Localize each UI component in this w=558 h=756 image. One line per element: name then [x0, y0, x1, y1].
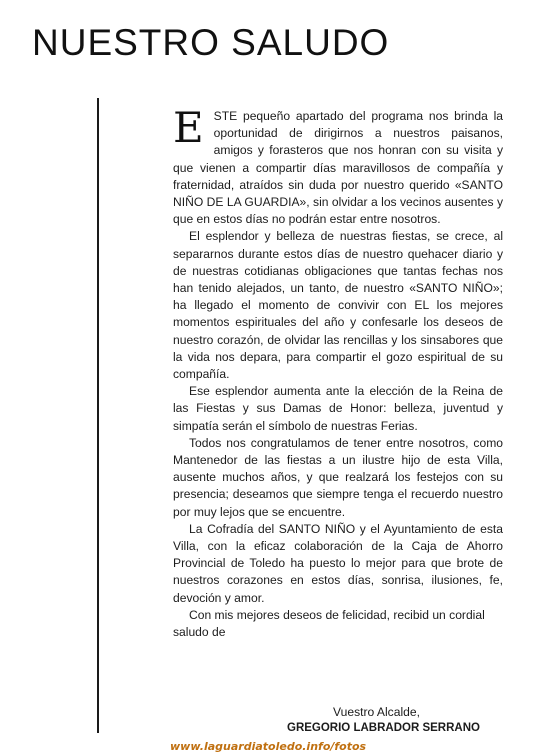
- closing-line: Con mis mejores deseos de felicidad, recibid un cordial saludo de: [173, 607, 485, 640]
- vertical-divider: [97, 98, 99, 733]
- paragraph-text: STE pequeño apartado del programa nos brinda la oportunidad de dirigirnos a nuestros paisanos, amigos y forasteros que nos honran con su visita y que vienen a compartir días maravillosos de compañía y fraternidad, atraídos sin duda por nuestro querido «SANTO NIÑO DE LA GUARDIA», sin olvidar a los vecinos ausentes y que en estos días no podrán estar entre nosotros.: [173, 109, 503, 227]
- article-body: [173, 103, 503, 641]
- article-paragraph-2: El esplendor y belleza de nuestras fiestas, se crece, al separarnos durante estos días de nuestro quehacer diario y de nuestras cotidianas obligaciones que tantas fechas nos han tenido alejados, un tanto, de nuestro «SANTO NIÑO»; ha llegado el momento de convivir con EL los mejores momentos espirituales del año y confesarle los deseos de nuestro corazón, de olvidar las rencillas y los sinsabores que la vida nos depara, para compartir el gozo espiritual de su compañía.: [173, 229, 503, 382]
- article-paragraph-3: Ese esplendor aumenta ante la elección de la Reina de las Fiestas y sus Damas de Honor: belleza, juventud y simpatía serán el símbolo de nuestras Ferias.: [173, 384, 503, 433]
- drop-cap: E: [173, 103, 204, 152]
- page-title: NUESTRO SALUDO: [32, 22, 390, 63]
- signature-salutation: Vuestro Alcalde,: [333, 705, 420, 719]
- source-watermark: www.laguardiatoledo.info/fotos: [170, 740, 367, 753]
- article-paragraph-5: La Cofradía del SANTO NIÑO y el Ayuntamiento de esta Villa, con la eficaz colaboración de la Caja de Ahorro Provincial de Toledo ha puesto lo mejor para que brote de nuestros corazones en estos días, sonrisa, ilusiones, fe, devoción y amor.: [173, 521, 503, 605]
- article-paragraph-1: [173, 103, 503, 228]
- article-paragraph-4: Todos nos congratulamos de tener entre nosotros, como Mantenedor de las fiestas a un ilustre hijo de esta Villa, ausente muchos años, y que realzará los festejos con su presencia; deseamos que siempre tenga el recuerdo nuestro por muy lejos que se encuentre.: [173, 435, 503, 519]
- signature-name: GREGORIO LABRADOR SERRANO: [287, 722, 480, 734]
- signature-block: [173, 704, 503, 736]
